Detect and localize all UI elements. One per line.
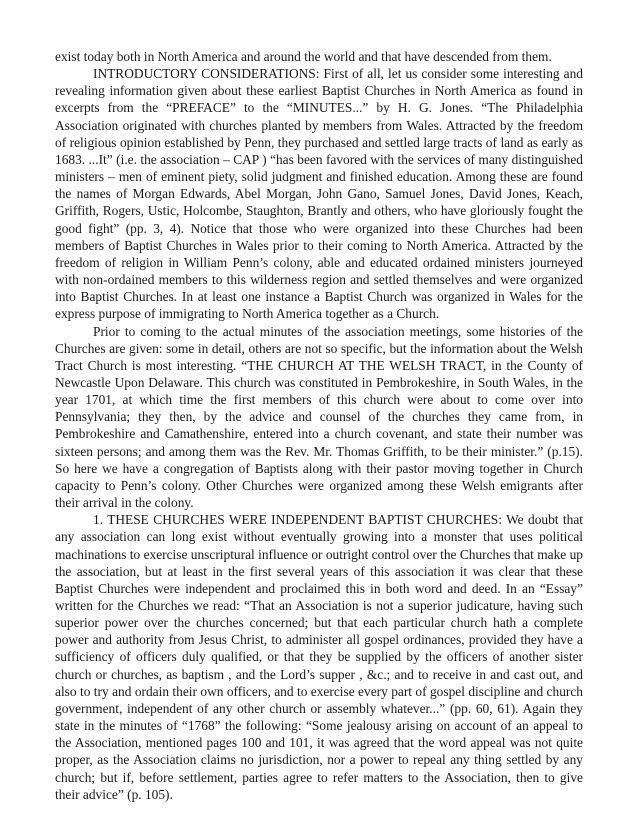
paragraph-independent-churches: 1. THESE CHURCHES WERE INDEPENDENT BAPTIST CHURCHES: We doubt that any association can long exist without eventually growing into a monster that uses political machinations to exercise unscriptural influence or outright control over the Churches that make up the association, but at least in the first several years of this association it was clear that these Baptist Churches were independent and proclaimed this in both word and deed. In an “Essay” written for the Churches we read: “That an Association is not a superior judicature, having such superior power over the churches concerned; but that each particular church hath a complete power and authority from Jesus Christ, to administer all gospel ordinances, provided they have a sufficiency of officers duly qualified, or that they be supplied by the officers of another sister church or churches, as baptism , and the Lord’s supper , &c.; and to receive in and cast out, and also to try and ordain their own officers, and to exercise every part of gospel discipline and church government, independent of any other church or assembly whatever...” (pp. 60, 61). Again they state in the minutes of “1768” the following: “Some jealousy arising on account of an appeal to the Association, mentioned pages 100 and 101, it was agreed that the word appeal was not quite proper, as the Association claims no jurisdiction, nor a power to repeal any thing settled by any church; but if, before settlement, parties agree to refer matters to the Association, then to give their advice” (p. 105). xyxy=(55,512,583,802)
paragraph-welsh-tract-church: Prior to coming to the actual minutes of the association meetings, some histories of the Churches are given: some in detail, others are not so specific, but the information about the Welsh Tract Church is most interesting. “THE CHURCH AT THE WELSH TRACT, in the County of Newcastle Upon Delaware. This church was constituted in Pembrokeshire, in South Wales, in the year 1701, at which time the first members of this church were about to come over into Pennsylvania; they then, by the advice and counsel of the churches they came from, in Pembrokeshire and Camathenshire, entered into a church covenant, and state their number was sixteen persons; and among them was the Rev. Mr. Thomas Griffith, to be their minister.” (p.15). So here we have a congregation of Baptists along with their pastor moving together in Church capacity to Penn’s colony. Other Churches were organized among these Welsh emigrants after their arrival in the colony. xyxy=(55,323,583,511)
paragraph-introductory-considerations: INTRODUCTORY CONSIDERATIONS: First of all, let us consider some interesting and revealing information given about these earliest Baptist Churches in North America as found in excerpts from the “PREFACE” to the “MINUTES...” by H. G. Jones. “The Philadelphia Association originated with churches planted by members from Wales. Attracted by the freedom of religious opinion established by Penn, they purchased and settled large tracts of land as early as 1683. ...It” (i.e. the association – CAP ) “has been favored with the services of many distinguished ministers – men of eminent piety, solid judgment and finished education. Among these are found the names of Morgan Edwards, Abel Morgan, John Gano, Samuel Jones, David Jones, Keach, Griffith, Rogers, Ustic, Holcombe, Staughton, Brantly and others, who have gloriously fought the good fight” (pp. 3, 4). Notice that those who were organized into these Churches had been members of Baptist Churches in Wales prior to their coming to North America. Attracted by the freedom of religion in William Penn’s colony, able and educated ordained ministers journeyed with non-ordained members to this wilderness region and settled themselves and were organized into Baptist Churches. In at least one instance a Baptist Church was organized in Wales for the express purpose of immigrating to North America together as a Church. xyxy=(55,66,583,322)
paragraph-continuation: exist today both in North America and around the world and that have descended from them. xyxy=(55,49,552,64)
document-page xyxy=(55,48,583,803)
